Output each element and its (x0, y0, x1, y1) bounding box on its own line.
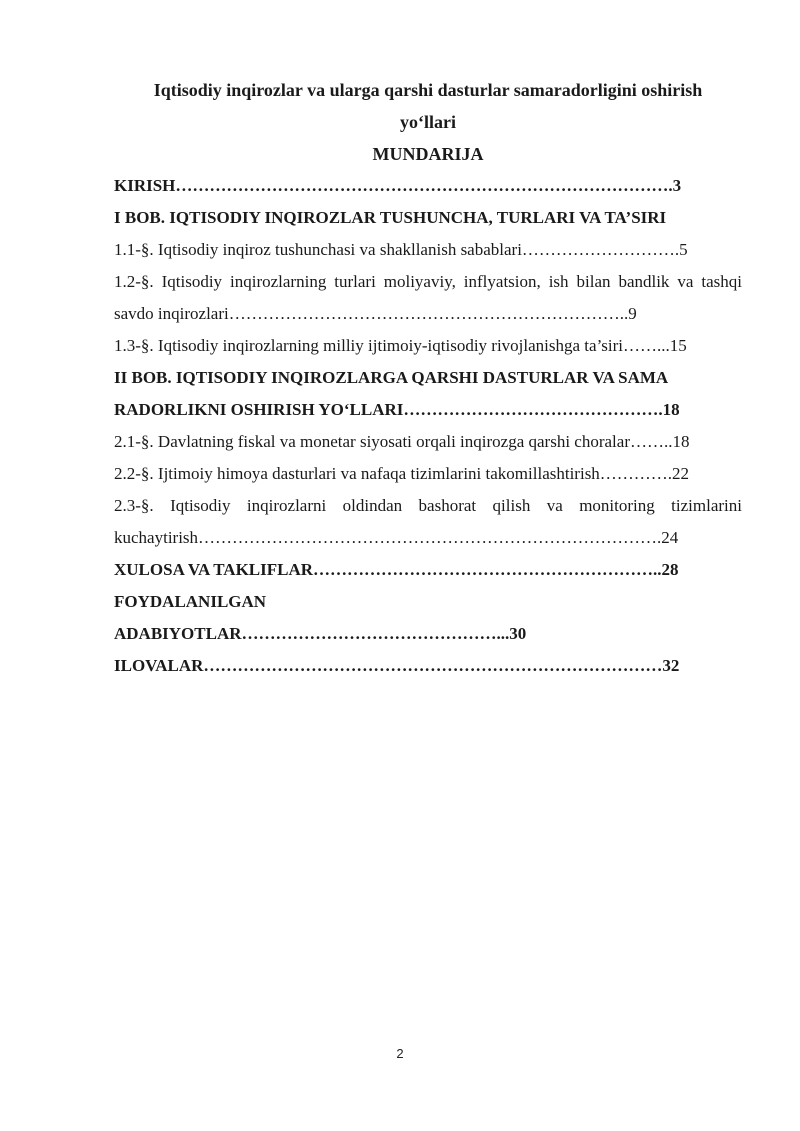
toc-entry-2-1[interactable]: 2.1-§. Davlatning fiskal va monetar siyosati orqali inqirozga qarshi choralar……..18 (114, 432, 690, 451)
toc-entry-xulosa[interactable]: XULOSA VA TAKLIFLAR……………………………………………………..28 (114, 560, 679, 579)
page-number: 2 (396, 1046, 404, 1061)
toc-entry-chapter-1[interactable]: I BOB. IQTISODIY INQIROZLAR TUSHUNCHA, TURLARI VA TA’SIRI (114, 208, 667, 227)
toc-entry-foydalanilgan[interactable]: FOYDALANILGAN (114, 592, 267, 611)
document-title-line-1: Iqtisodiy inqirozlar va ularga qarshi dasturlar samaradorligini oshirish (153, 80, 703, 100)
toc-entry-ilovalar[interactable]: ILOVALAR………………………………………………………………………32 (114, 656, 680, 675)
toc-heading: MUNDARIJA (372, 144, 484, 164)
document-title-line-2: yo‘llari (400, 112, 456, 132)
toc-entry-chapter-2-prefix: II BOB (114, 368, 168, 387)
toc-entry-1-2[interactable]: 1.2-§. Iqtisodiy inqirozlarning turlari moliyaviy, inflyatsion, ish bilan bandlik va tashqi savdo inqirozlari……………………………………………………………..9 (114, 272, 742, 323)
toc-entry-2-2[interactable]: 2.2-§. Ijtimoiy himoya dasturlari va nafaqa tizimlarini takomillashtirish………….22 (114, 464, 690, 483)
toc-entry-kirish[interactable]: KIRISH…………………………………………………………………………….3 (114, 176, 682, 195)
document-page (114, 74, 742, 682)
toc-entry-adabiyotlar[interactable]: ADABIYOTLAR………………………………………...30 (114, 624, 527, 643)
toc-entry-chapter-2[interactable] (114, 362, 742, 426)
toc-entry-1-3[interactable]: 1.3-§. Iqtisodiy inqirozlarning milliy ijtimoiy-iqtisodiy rivojlanishga ta’siri……...15 (114, 336, 687, 355)
toc-entry-chapter-2-title: . IQTISODIY INQIROZLARGA QARSHI DASTURLAR VA SAMA RADORLIKNI OSHIRISH YO‘LLARI……………………………………….18 (114, 368, 680, 419)
toc-entry-1-1[interactable]: 1.1-§. Iqtisodiy inqiroz tushunchasi va shakllanish sabablari……………………….5 (114, 240, 688, 259)
toc-entry-2-3[interactable]: 2.3-§. Iqtisodiy inqirozlarni oldindan bashorat qilish va monitoring tizimlarini kuchaytirish……………………………………………………………………….24 (114, 496, 742, 547)
